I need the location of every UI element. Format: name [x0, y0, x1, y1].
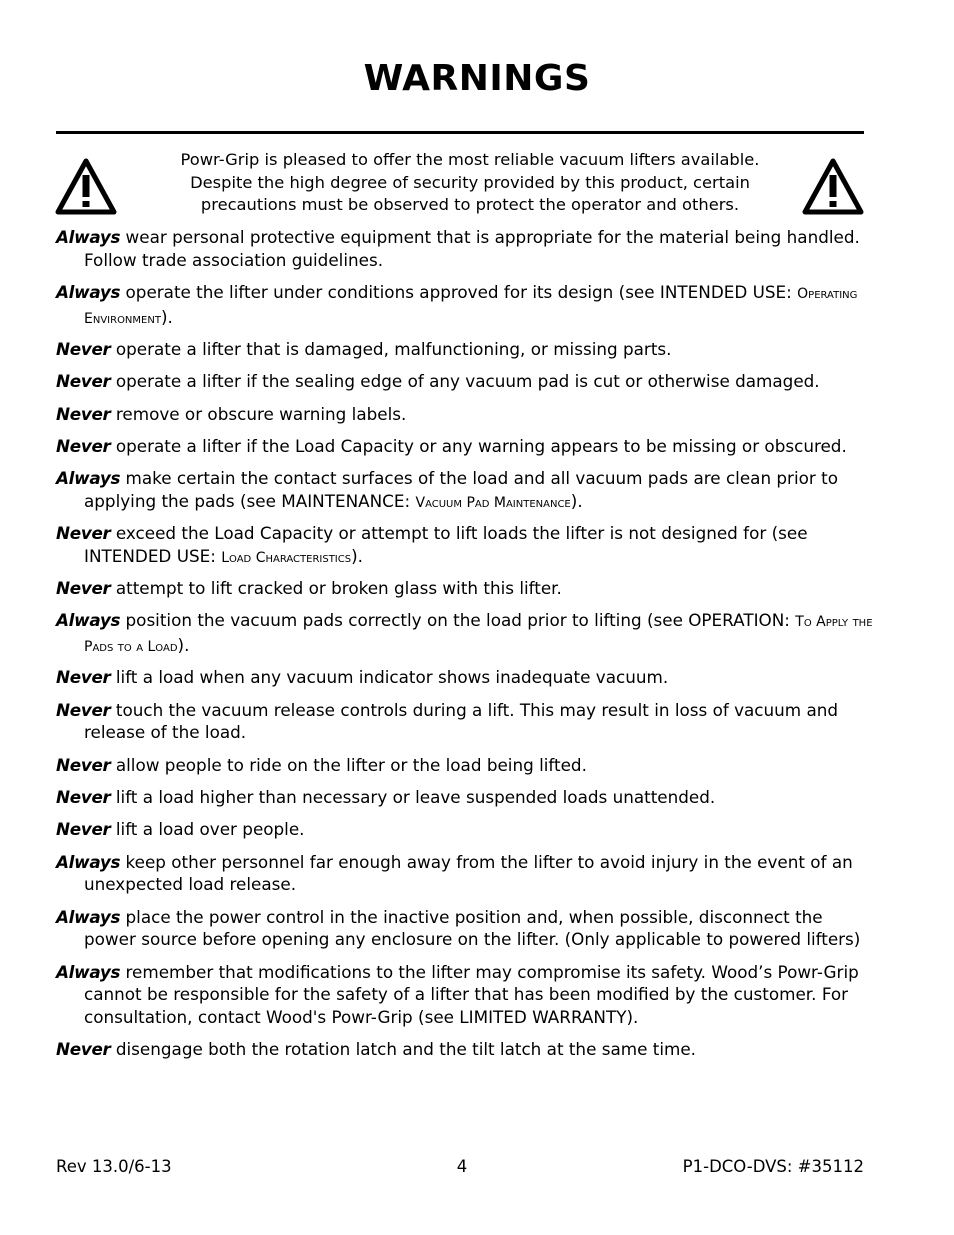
- footer-page-number: 4: [456, 1157, 468, 1176]
- warning-item: [56, 906, 876, 953]
- warning-item: [56, 851, 876, 898]
- warning-keyword: Never: [56, 339, 111, 359]
- warning-text: allow people to ride on the lifter or the load being lifted.: [110, 754, 587, 775]
- section-reference: Operating Environment: [84, 286, 858, 327]
- warning-text: lift a load higher than necessary or leave suspended loads unattended.: [110, 787, 716, 808]
- warning-text: place the power control in the inactive position and, when possible, disconnect the power source before opening any enclosure on the lifter. (Only applicable to powered lifters): [84, 906, 861, 950]
- warnings-list: [56, 226, 876, 1071]
- warning-keyword: Always: [56, 468, 121, 489]
- intro-line: Powr-Grip is pleased to offer the most reliable vacuum lifters available.: [180, 150, 760, 169]
- warning-keyword: Always: [56, 851, 121, 872]
- page-title: WARNINGS: [363, 58, 591, 99]
- section-reference: Vacuum Pad Maintenance: [415, 494, 571, 511]
- intro-line: Despite the high degree of security provided by this product, certain: [190, 172, 750, 192]
- warning-item: [56, 699, 876, 746]
- warning-text: make certain the contact surfaces of the load and all vacuum pads are clean prior to applying the pads (see MAINTENANCE:: [84, 468, 838, 511]
- warning-item: [56, 370, 876, 395]
- intro-text: [140, 149, 800, 217]
- warning-keyword: Never: [56, 1039, 111, 1060]
- warning-triangle-icon: [801, 157, 865, 217]
- warning-keyword: Never: [56, 435, 111, 456]
- warning-keyword: Always: [56, 906, 121, 927]
- warning-text: ).: [351, 545, 363, 566]
- warning-text: ).: [570, 490, 583, 511]
- warning-item: [56, 467, 876, 514]
- warning-text: ).: [160, 306, 173, 327]
- intro-line: precautions must be observed to protect the operator and others.: [200, 195, 740, 215]
- warning-item: [56, 522, 876, 569]
- warning-text: disengage both the rotation latch and the tilt latch at the same time.: [110, 1039, 697, 1060]
- warning-item: [56, 961, 876, 1031]
- warning-item: [56, 609, 876, 658]
- section-reference: To Apply the Pads to a Load: [84, 614, 873, 656]
- warning-keyword: Always: [56, 610, 121, 631]
- warning-item: [56, 338, 876, 363]
- warning-text: keep other personnel far enough away from the lifter to avoid injury in the event of an unexpected load release.: [84, 851, 853, 895]
- warning-item: [56, 403, 876, 428]
- warning-text: remember that modifications to the lifter may compromise its safety. Wood’s Powr-Grip cannot be responsible for the safety of a lifter that has been modified by the customer. For consultation, contact Wood's Powr-Grip (see LIMITED WARRANTY).: [84, 961, 859, 1028]
- warning-text: operate a lifter if the sealing edge of any vacuum pad is cut or otherwise damaged.: [110, 371, 820, 392]
- warning-item: [56, 1038, 876, 1063]
- warning-item: [56, 786, 876, 811]
- warning-text: touch the vacuum release controls during a lift. This may result in loss of vacuum and release of the load.: [84, 699, 839, 743]
- footer-revision: Rev 13.0/6-13: [56, 1157, 172, 1176]
- warning-item: [56, 754, 876, 779]
- footer-doc-id: P1-DCO-DVS: #35112: [682, 1157, 864, 1176]
- warning-text: position the vacuum pads correctly on the load prior to lifting (see OPERATION:: [120, 610, 796, 631]
- warning-keyword: Always: [56, 961, 121, 982]
- warning-keyword: Never: [56, 754, 111, 775]
- warning-item: [56, 577, 876, 602]
- warning-keyword: Never: [56, 787, 111, 808]
- warning-keyword: Always: [56, 282, 121, 302]
- section-reference: Load Characteristics: [221, 549, 352, 566]
- warning-keyword: Always: [56, 227, 121, 247]
- warning-item: [56, 226, 876, 273]
- warning-text: attempt to lift cracked or broken glass with this lifter.: [110, 578, 562, 599]
- warning-keyword: Never: [56, 667, 111, 688]
- warning-text: operate a lifter that is damaged, malfunctioning, or missing parts.: [110, 339, 672, 359]
- warning-text: operate a lifter if the Load Capacity or any warning appears to be missing or obscured.: [110, 435, 847, 456]
- warning-text: exceed the Load Capacity or attempt to lift loads the lifter is not designed for (see INTENDED USE:: [84, 523, 808, 566]
- warning-item: [56, 281, 876, 330]
- warning-keyword: Never: [56, 403, 111, 424]
- warning-triangle-icon: [54, 157, 118, 217]
- warning-keyword: Never: [56, 578, 111, 599]
- warning-text: lift a load when any vacuum indicator shows inadequate vacuum.: [110, 667, 669, 688]
- warning-keyword: Never: [56, 699, 111, 720]
- warning-item: [56, 818, 876, 843]
- warning-text: lift a load over people.: [110, 819, 305, 840]
- warning-text: wear personal protective equipment that is appropriate for the material being handled. Follow trade association guidelines.: [84, 227, 860, 270]
- warning-text: ).: [177, 635, 190, 656]
- warning-text: operate the lifter under conditions approved for its design (see INTENDED USE:: [120, 282, 798, 302]
- warning-item: [56, 666, 876, 691]
- warning-text: remove or obscure warning labels.: [110, 403, 407, 424]
- title-divider: [56, 131, 864, 134]
- warning-item: [56, 435, 876, 460]
- warning-keyword: Never: [56, 523, 111, 544]
- warning-keyword: Never: [56, 819, 111, 840]
- warning-keyword: Never: [56, 371, 111, 392]
